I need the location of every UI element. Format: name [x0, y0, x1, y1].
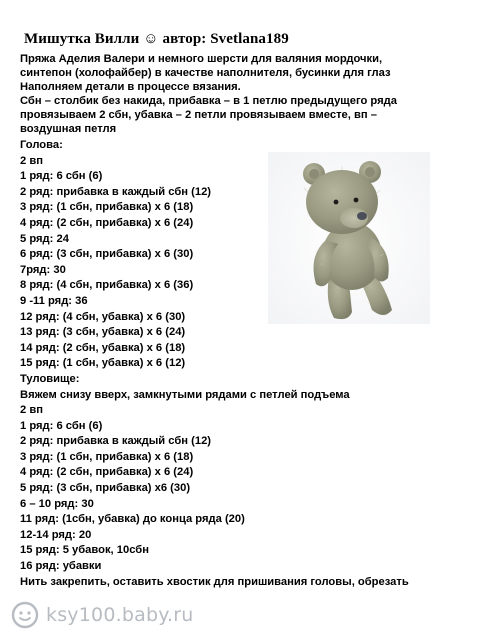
pattern-row: 2 вп	[20, 154, 43, 167]
pattern-row: 2 вп	[20, 404, 43, 417]
pattern-row: 2 ряд: прибавка в каждый сбн (12)	[20, 435, 212, 448]
watermark	[10, 600, 193, 630]
intro-line: синтепон (холофайбер) в качестве наполнителя, бусинки для глаз	[20, 67, 391, 79]
pattern-row: 6 ряд: (3 сбн, прибавка) х 6 (30)	[20, 248, 194, 261]
teddy-bear-illustration	[268, 152, 430, 324]
pattern-row: 14 ряд: (2 сбн, убавка) х 6 (18)	[20, 341, 186, 354]
pattern-row: 16 ряд: убавки	[20, 560, 102, 573]
intro-line: Пряжа Аделия Валери и немного шерсти для валяния мордочки,	[20, 53, 383, 65]
intro-paragraph	[20, 52, 468, 136]
pattern-row: 15 ряд: (1 сбн, убавка) х 6 (12)	[20, 357, 186, 370]
pattern-row: 4 ряд: (2 сбн, прибавка) х 6 (24)	[20, 216, 194, 229]
intro-line: Сбн – столбик без накида, прибавка – в 1 петлю предыдущего ряда	[20, 95, 397, 107]
section-heading-body: Туловище:	[20, 372, 80, 385]
pattern-row: 2 ряд: прибавка в каждый сбн (12)	[20, 185, 212, 198]
pattern-row: 4 ряд: (2 сбн, прибавка) х 6 (24)	[20, 466, 194, 479]
pattern-row: 5 ряд: 24	[20, 232, 69, 245]
pattern-row: 8 ряд: (4 сбн, прибавка) х 6 (36)	[20, 279, 194, 292]
pattern-row: 1 ряд: 6 сбн (6)	[20, 170, 103, 183]
baby-face-logo-icon	[10, 600, 40, 630]
pattern-row: 5 ряд: (3 сбн, прибавка) х6 (30)	[20, 482, 191, 495]
intro-line: Наполняем детали в процессе вязания.	[20, 81, 241, 93]
document-title: Мишутка Вилли ☺ автор: Svetlana189	[24, 31, 289, 47]
pattern-row: 11 ряд: (1сбн, убавка) до конца ряда (20)	[20, 513, 245, 526]
intro-line: провязываем 2 сбн, убавка – 2 петли провязываем вместе, вп –	[20, 109, 377, 121]
pattern-row: Вяжем снизу вверх, замкнутыми рядами с петлей подъема	[20, 388, 350, 401]
pattern-row: 1 ряд: 6 сбн (6)	[20, 419, 103, 432]
section-heading-head: Голова:	[20, 139, 63, 151]
pattern-row: 9 -11 ряд: 36	[20, 294, 88, 307]
pattern-row: 12-14 ряд: 20	[20, 528, 92, 541]
pattern-row: 3 ряд: (1 сбн, прибавка) х 6 (18)	[20, 450, 194, 463]
pattern-row: 13 ряд: (3 сбн, убавка) х 6 (24)	[20, 326, 186, 339]
pattern-row: 7ряд: 30	[20, 263, 66, 276]
intro-line: воздушная петля	[20, 123, 117, 135]
pattern-row: 6 – 10 ряд: 30	[20, 497, 94, 510]
watermark-text: ksy100.baby.ru	[46, 604, 194, 626]
pattern-row: 12 ряд: (4 сбн, убавка) х 6 (30)	[20, 310, 186, 323]
pattern-row: 3 ряд: (1 сбн, прибавка) х 6 (18)	[20, 201, 194, 214]
pattern-row: 15 ряд: 5 убавок, 10сбн	[20, 544, 149, 557]
pattern-row: Нить закрепить, оставить хвостик для пришивания головы, обрезать	[20, 575, 409, 588]
teddy-bear-photo	[268, 152, 430, 324]
